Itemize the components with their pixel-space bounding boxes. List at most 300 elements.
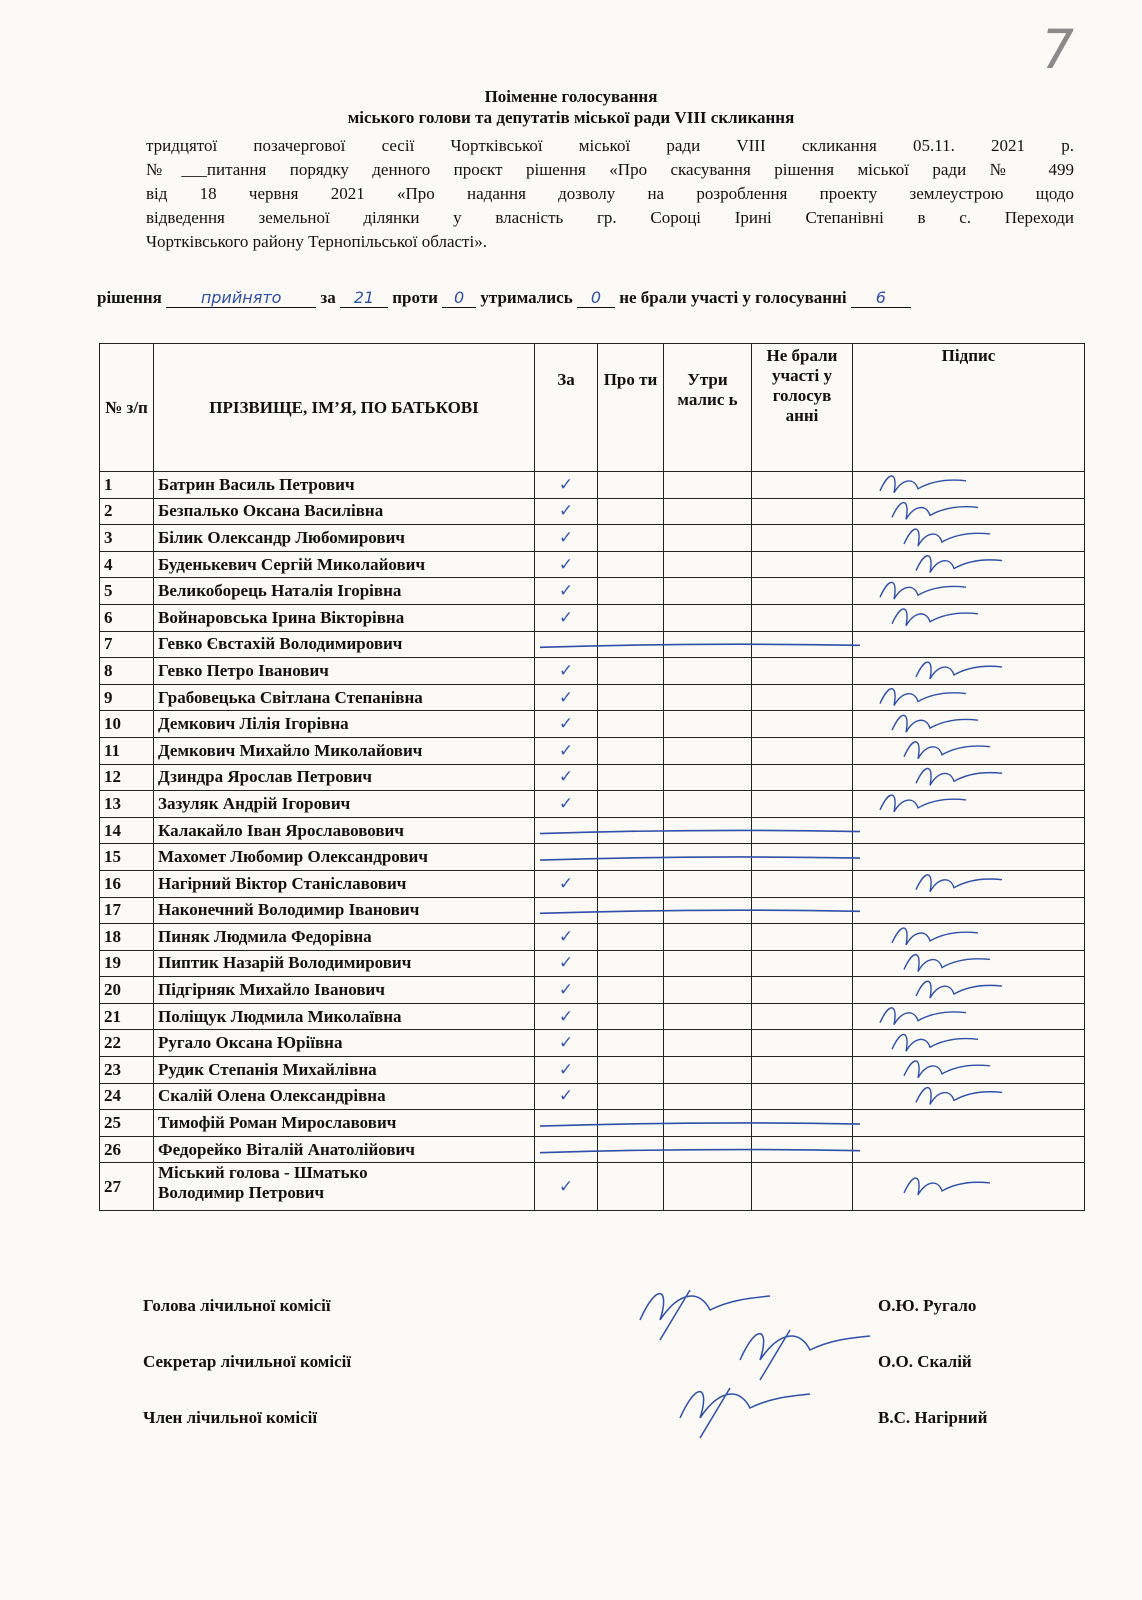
deputy-name [154,977,535,1004]
decision-label: рішення [97,288,162,307]
vote-not-voted-cell [752,1057,853,1084]
check-mark: ✓ [558,926,574,947]
table-row [100,525,1085,552]
row-number: 21 [100,1003,154,1030]
vote-against-cell [598,472,664,499]
signature-cell [853,950,1085,977]
deputy-name [154,1057,535,1084]
table-row [100,737,1085,764]
row-number: 22 [100,1030,154,1057]
voting-result [97,288,1077,308]
deputy-name-line: Ругало Оксана Юріївна [158,1033,343,1053]
deputy-name-line: Підгірняк Михайло Іванович [158,980,385,1000]
deputy-name-line: Рудик Степанія Михайлівна [158,1059,377,1079]
for-label: за [320,288,336,307]
vote-abstained-cell [664,1030,752,1057]
row-number: 19 [100,950,154,977]
deputy-name [154,791,535,818]
vote-for-cell [535,844,598,871]
signature-cell [853,604,1085,631]
vote-for-cell [535,817,598,844]
vote-not-voted-cell [752,844,853,871]
commission-person: О.О. Скалій [878,1352,972,1371]
check-mark: ✓ [558,873,574,894]
table-row [100,764,1085,791]
header-abstained: Утри малис ь [664,344,752,472]
row-number: 9 [100,684,154,711]
table-row [100,711,1085,738]
vote-not-voted-cell [752,525,853,552]
vote-against-cell [598,844,664,871]
vote-for-cell [535,897,598,924]
check-mark: ✓ [558,1086,574,1107]
table-row [100,1030,1085,1057]
vote-against-cell [598,977,664,1004]
deputy-name-line: Тимофій Роман Мирославович [158,1113,397,1133]
vote-not-voted-cell [752,1110,853,1137]
vote-for-cell [535,658,598,685]
row-number: 6 [100,604,154,631]
deputy-name-line: Пиняк Людмила Федорівна [158,926,372,946]
check-mark: ✓ [558,1033,574,1054]
vote-abstained-cell [664,870,752,897]
deputy-name [154,1110,535,1137]
header-number: № з/п [100,344,154,472]
table-row [100,924,1085,951]
vote-for-cell [535,1003,598,1030]
deputy-name [154,924,535,951]
deputy-name [154,844,535,871]
row-number: 4 [100,551,154,578]
row-number: 3 [100,525,154,552]
table-row [100,870,1085,897]
vote-against-cell [598,658,664,685]
check-mark: ✓ [558,1059,574,1080]
header-not-voted: Не брали участі у голосув анні [752,344,853,472]
vote-abstained-cell [664,1136,752,1163]
vote-abstained-cell [664,897,752,924]
row-number: 12 [100,764,154,791]
commission-person: В.С. Нагірний [878,1408,988,1427]
deputy-name-line: Зазуляк Андрій Ігорович [158,793,351,813]
row-number: 13 [100,791,154,818]
vote-against-cell [598,525,664,552]
signature-cell [853,870,1085,897]
deputy-name-line: Буденькевич Сергій Миколайович [158,554,426,574]
check-mark: ✓ [558,554,574,575]
deputy-name-line: Пиптик Назарій Володимирович [158,953,412,973]
table-header-row [100,344,1085,472]
deputy-name-line: Грабовецька Світлана Степанівна [158,687,423,707]
row-number: 8 [100,658,154,685]
deputy-name [154,472,535,499]
vote-abstained-cell [664,1057,752,1084]
row-number: 24 [100,1083,154,1110]
signature-cell [853,1163,1085,1211]
table-row [100,498,1085,525]
row-number: 17 [100,897,154,924]
table-row [100,604,1085,631]
table-row [100,1057,1085,1084]
vote-for-cell [535,737,598,764]
vote-abstained-cell [664,1110,752,1137]
intro-line: відведення земельної ділянки у власність гр. Сороці Ірині Степанівні в с. Переходи [146,208,1074,227]
vote-not-voted-cell [752,950,853,977]
table-row [100,950,1085,977]
agenda-description [146,134,1074,254]
deputy-name [154,711,535,738]
vote-against-cell [598,950,664,977]
signature-cell [853,1136,1085,1163]
table-row [100,897,1085,924]
vote-not-voted-cell [752,1083,853,1110]
vote-against-cell [598,791,664,818]
vote-for-cell [535,711,598,738]
vote-abstained-cell [664,578,752,605]
commission-signature [740,1330,870,1380]
check-mark: ✓ [558,714,574,735]
table-row [100,844,1085,871]
table-row [100,658,1085,685]
signature-cell [853,658,1085,685]
vote-against-cell [598,737,664,764]
signature-cell [853,764,1085,791]
deputy-name-line: Гевко Євстахій Володимирович [158,634,403,654]
vote-not-voted-cell [752,870,853,897]
deputy-name-line: Наконечний Володимир Іванович [158,900,420,920]
vote-abstained-cell [664,924,752,951]
vote-abstained-cell [664,604,752,631]
deputy-name-line: Федорейко Віталій Анатолійович [158,1139,415,1159]
check-mark: ✓ [558,980,574,1001]
page-number: 7 [1034,18,1080,81]
row-number: 2 [100,498,154,525]
table-row [100,578,1085,605]
document-subtitle: міського голови та депутатів міської ради VIII скликання [347,108,795,127]
vote-against-cell [598,924,664,951]
vote-abstained-cell [664,525,752,552]
check-mark: ✓ [558,740,574,761]
vote-not-voted-cell [752,711,853,738]
vote-against-cell [598,711,664,738]
vote-against-cell [598,551,664,578]
vote-not-voted-cell [752,924,853,951]
vote-for-cell [535,791,598,818]
signature-cell [853,817,1085,844]
deputy-name [154,525,535,552]
deputy-name-line: Безпалько Оксана Василівна [158,501,384,521]
vote-against-cell [598,1083,664,1110]
table-row [100,1163,1085,1211]
check-mark: ✓ [558,793,574,814]
deputy-name-line: Гевко Петро Іванович [158,660,329,680]
vote-not-voted-cell [752,977,853,1004]
commission-role: Секретар лічильної комісії [143,1352,352,1371]
signature-cell [853,1083,1085,1110]
vote-abstained-cell [664,551,752,578]
vote-for-cell [535,551,598,578]
deputy-name [154,870,535,897]
vote-for-cell [535,870,598,897]
vote-abstained-cell [664,977,752,1004]
deputy-name [154,631,535,658]
vote-not-voted-cell [752,817,853,844]
deputy-name-line: Нагірний Віктор Станіславович [158,873,407,893]
row-number: 5 [100,578,154,605]
vote-for-cell [535,764,598,791]
deputy-name-line: Великоборець Наталія Ігорівна [158,581,402,601]
against-value: 0 [442,288,476,308]
table-row [100,1136,1085,1163]
row-number: 1 [100,472,154,499]
row-number: 7 [100,631,154,658]
check-mark: ✓ [558,767,574,788]
vote-against-cell [598,764,664,791]
signature-cell [853,472,1085,499]
vote-for-cell [535,578,598,605]
vote-not-voted-cell [752,1163,853,1211]
row-number: 18 [100,924,154,951]
vote-for-cell [535,604,598,631]
deputy-name [154,1030,535,1057]
signature-cell [853,684,1085,711]
deputy-name-line: Войнаровська Ірина Вікторівна [158,607,405,627]
document-title: Поіменне голосування [484,87,658,106]
vote-not-voted-cell [752,1030,853,1057]
row-number: 26 [100,1136,154,1163]
vote-not-voted-cell [752,1136,853,1163]
vote-abstained-cell [664,711,752,738]
vote-against-cell [598,1110,664,1137]
vote-not-voted-cell [752,472,853,499]
vote-not-voted-cell [752,737,853,764]
vote-for-cell [535,977,598,1004]
vote-abstained-cell [664,844,752,871]
check-mark: ✓ [558,607,574,628]
vote-for-cell [535,950,598,977]
signature-cell [853,1003,1085,1030]
signature-cell [853,551,1085,578]
vote-not-voted-cell [752,631,853,658]
table-row [100,631,1085,658]
vote-against-cell [598,498,664,525]
vote-not-voted-cell [752,551,853,578]
vote-against-cell [598,604,664,631]
vote-abstained-cell [664,817,752,844]
header-against: Про ти [598,344,664,472]
vote-against-cell [598,1136,664,1163]
deputy-name-line: Скалій Олена Олександрівна [158,1086,386,1106]
deputy-name-line: Демкович Лілія Ігорівна [158,714,349,734]
vote-against-cell [598,631,664,658]
intro-line: Чортківського району Тернопільської області». [146,232,487,251]
intro-line: тридцятої позачергової сесії Чортківської міської ради VIII скликання 05.11. 2021 р. [146,136,1074,155]
deputy-name [154,1003,535,1030]
commission-person: О.Ю. Ругало [878,1296,977,1315]
vote-for-cell [535,525,598,552]
vote-for-cell [535,1110,598,1137]
vote-not-voted-cell [752,791,853,818]
vote-abstained-cell [664,631,752,658]
row-number: 23 [100,1057,154,1084]
table-row [100,977,1085,1004]
signature-cell [853,1057,1085,1084]
vote-abstained-cell [664,684,752,711]
vote-not-voted-cell [752,1003,853,1030]
row-number: 27 [100,1163,154,1211]
vote-for-cell [535,498,598,525]
signature-cell [853,498,1085,525]
deputy-name-line: Калакайло Іван Ярославовович [158,820,404,840]
check-mark: ✓ [558,660,574,681]
for-value: 21 [340,288,388,308]
row-number: 20 [100,977,154,1004]
vote-abstained-cell [664,791,752,818]
deputy-name [154,684,535,711]
deputy-name-line: Володимир Петрович [158,1183,325,1203]
row-number: 16 [100,870,154,897]
intro-line: №___питання порядку денного проєкт рішення «Про скасування рішення міської ради № 499 [146,160,1074,179]
vote-not-voted-cell [752,764,853,791]
vote-abstained-cell [664,1163,752,1211]
signature-cell [853,1030,1085,1057]
against-label: проти [392,288,438,307]
row-number: 14 [100,817,154,844]
signature-cell [853,711,1085,738]
deputy-name [154,1136,535,1163]
deputy-name [154,604,535,631]
table-row [100,1003,1085,1030]
deputy-name [154,498,535,525]
table-row [100,1083,1085,1110]
deputy-name [154,817,535,844]
header-name: ПРІЗВИЩЕ, ІМ’Я, ПО БАТЬКОВІ [154,344,535,472]
vote-abstained-cell [664,737,752,764]
commission-signature [680,1388,810,1438]
header-for: За [535,344,598,472]
check-mark: ✓ [558,1176,574,1197]
table-row [100,551,1085,578]
signature-cell [853,844,1085,871]
table-row [100,791,1085,818]
vote-against-cell [598,684,664,711]
vote-against-cell [598,1057,664,1084]
check-mark: ✓ [558,1006,574,1027]
vote-for-cell [535,1083,598,1110]
vote-for-cell [535,631,598,658]
commission-role: Член лічильної комісії [143,1408,318,1427]
intro-line: від 18 червня 2021 «Про надання дозволу на розроблення проекту землеустрою щодо [146,184,1074,203]
vote-abstained-cell [664,658,752,685]
vote-not-voted-cell [752,684,853,711]
vote-not-voted-cell [752,658,853,685]
vote-not-voted-cell [752,498,853,525]
signature-cell [853,631,1085,658]
check-mark: ✓ [558,581,574,602]
deputy-name-line: Міський голова - Шматько [158,1163,368,1183]
deputy-name [154,1083,535,1110]
vote-for-cell [535,924,598,951]
signature-cell [853,924,1085,951]
deputy-name [154,764,535,791]
deputy-name-line: Демкович Михайло Миколайович [158,740,423,760]
vote-abstained-cell [664,1003,752,1030]
deputy-name [154,658,535,685]
vote-not-voted-cell [752,604,853,631]
not-voted-value: 6 [851,288,911,308]
vote-for-cell [535,1136,598,1163]
deputy-name [154,737,535,764]
vote-abstained-cell [664,764,752,791]
vote-against-cell [598,817,664,844]
abstained-value: 0 [577,288,615,308]
vote-for-cell [535,684,598,711]
roll-call-table [99,343,1085,1211]
vote-against-cell [598,897,664,924]
vote-abstained-cell [664,1083,752,1110]
check-mark: ✓ [558,501,574,522]
deputy-name [154,950,535,977]
commission-role: Голова лічильної комісії [143,1296,331,1315]
deputy-name-line: Батрин Василь Петрович [158,474,355,494]
signature-cell [853,1110,1085,1137]
deputy-name-line: Дзиндра Ярослав Петрович [158,767,373,787]
table-row [100,684,1085,711]
check-mark: ✓ [558,953,574,974]
vote-abstained-cell [664,472,752,499]
deputy-name [154,897,535,924]
vote-against-cell [598,870,664,897]
row-number: 11 [100,737,154,764]
vote-against-cell [598,1003,664,1030]
vote-not-voted-cell [752,578,853,605]
vote-for-cell [535,1030,598,1057]
deputy-name-line: Білик Олександр Любомирович [158,527,405,547]
deputy-name-line: Махомет Любомир Олександрович [158,847,428,867]
vote-for-cell [535,472,598,499]
signature-cell [853,737,1085,764]
table-row [100,1110,1085,1137]
decision-value: прийнято [166,288,316,308]
table-row [100,817,1085,844]
vote-against-cell [598,1163,664,1211]
check-mark: ✓ [558,474,574,495]
vote-for-cell [535,1057,598,1084]
deputy-name [154,1163,535,1211]
row-number: 25 [100,1110,154,1137]
signature-cell [853,791,1085,818]
deputy-name [154,578,535,605]
deputy-name [154,551,535,578]
vote-for-cell [535,1163,598,1211]
check-mark: ✓ [558,527,574,548]
row-number: 10 [100,711,154,738]
deputy-name-line: Поліщук Людмила Миколаївна [158,1006,402,1026]
check-mark: ✓ [558,687,574,708]
vote-abstained-cell [664,950,752,977]
signature-cell [853,897,1085,924]
vote-abstained-cell [664,498,752,525]
vote-not-voted-cell [752,897,853,924]
commission-signature [640,1290,770,1340]
abstained-label: утримались [480,288,573,307]
header-signature: Підпис [853,344,1085,472]
signature-cell [853,578,1085,605]
not-voted-label: не брали участі у голосуванні [619,288,847,307]
vote-against-cell [598,578,664,605]
signature-cell [853,977,1085,1004]
vote-against-cell [598,1030,664,1057]
